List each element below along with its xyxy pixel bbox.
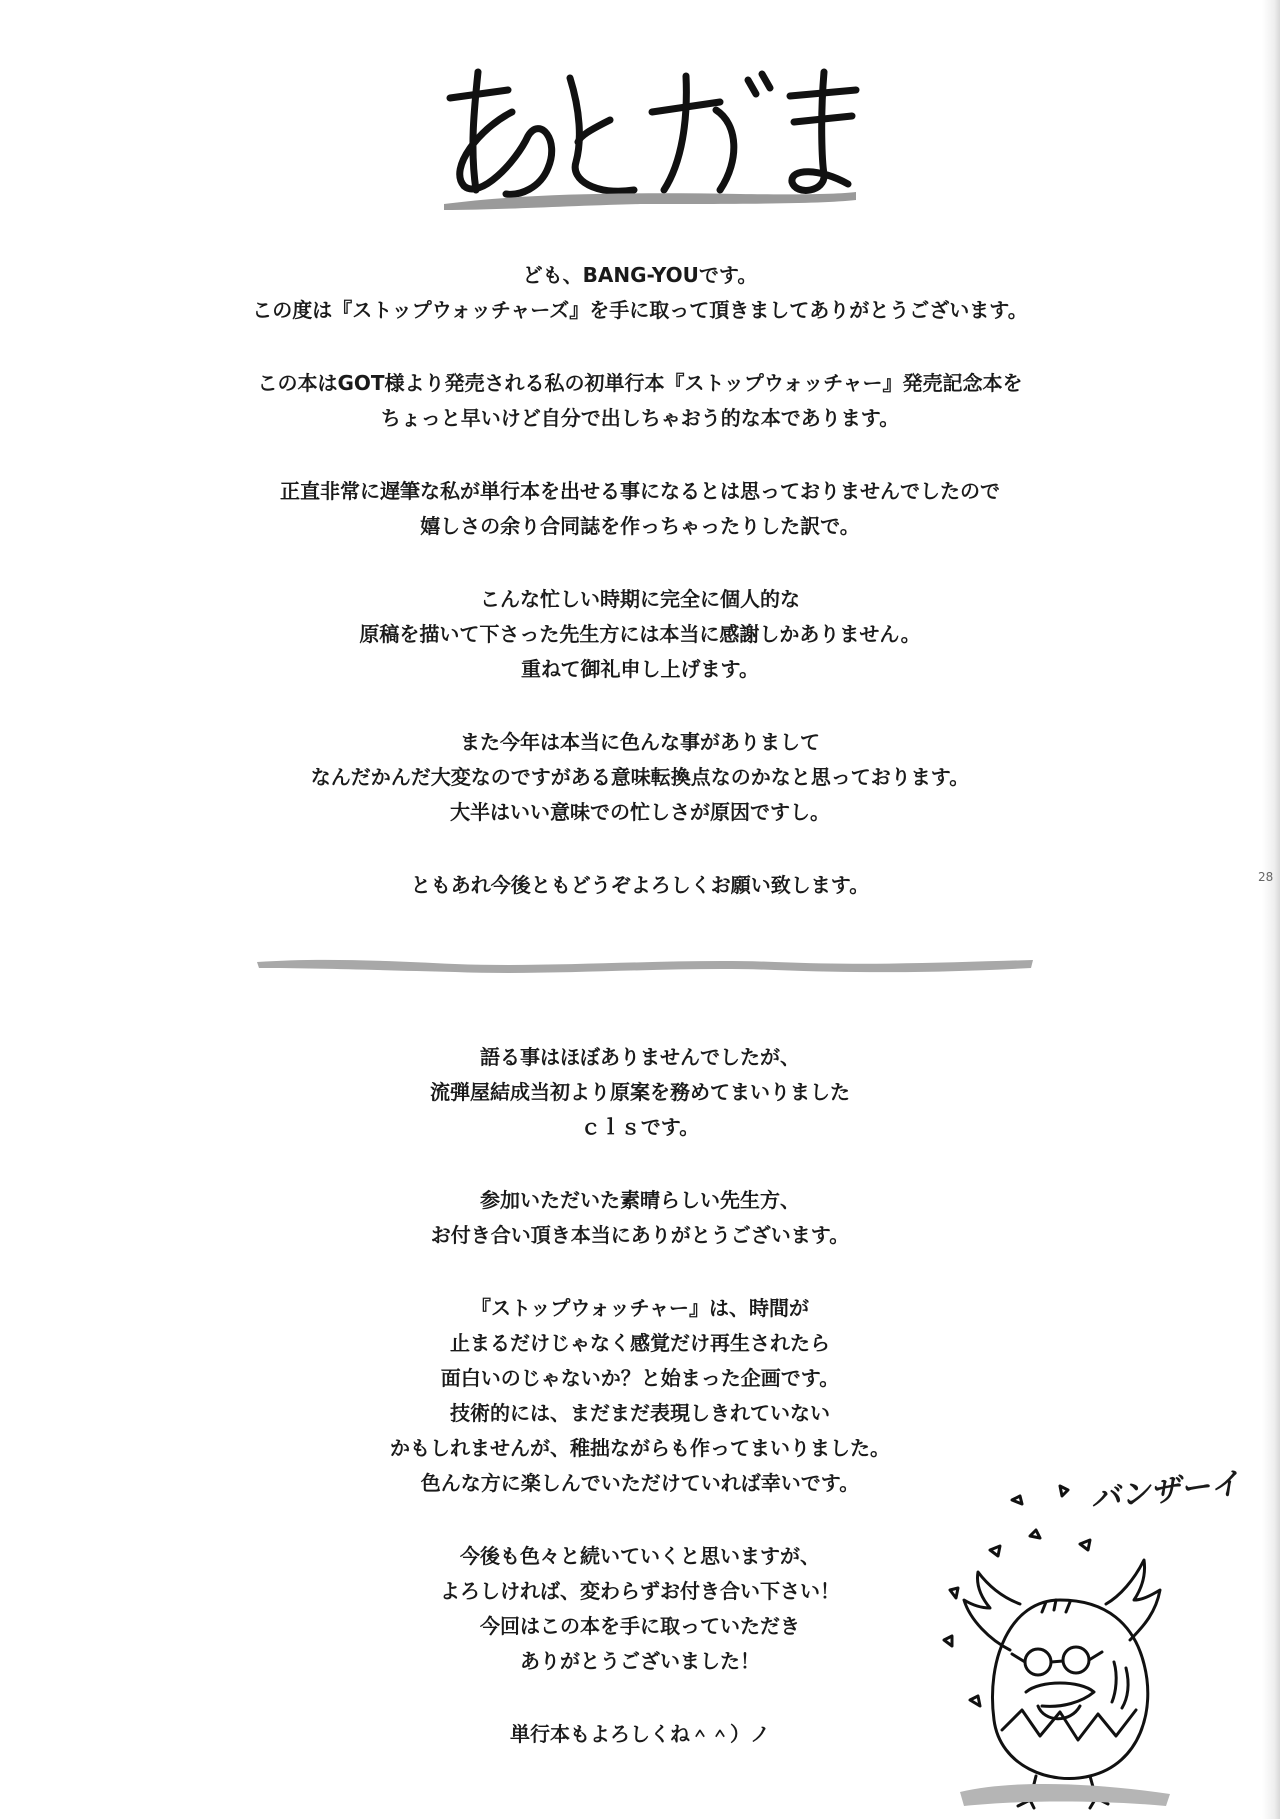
text-line: 語る事はほぼありませんでしたが、	[480, 1045, 800, 1069]
afterword-bang-you	[180, 258, 1100, 941]
text-line: ちょっと早いけど自分で出しちゃおう的な本であります。	[380, 406, 900, 430]
text-line: なんだかんだ大変なのですがある意味転換点なのかなと思っております。	[310, 765, 970, 789]
paragraph	[180, 1040, 1100, 1145]
text-line: 単行本もよろしくね＾＾）ノ	[510, 1722, 770, 1746]
paragraph	[180, 474, 1100, 544]
page-number: 28	[1258, 870, 1274, 884]
text-line: 流弾屋結成当初より原案を務めてまいりました	[430, 1080, 850, 1104]
text-line: 止まるだけじゃなく感覚だけ再生されたら	[450, 1331, 830, 1355]
paragraph	[180, 1183, 1100, 1253]
text-line: 面白いのじゃないか？と始まった企画です。	[440, 1366, 840, 1390]
text-line: この本はGOT様より発売される私の初単行本『ストップウォッチャー』発売記念本を	[257, 371, 1023, 395]
text-line: 正直非常に遅筆な私が単行本を出せる事になるとは思っておりませんでしたので	[280, 479, 1000, 503]
text-line: 原稿を描いて下さった先生方には本当に感謝しかありません。	[359, 622, 921, 646]
title-underline-stroke	[440, 186, 860, 212]
text-line: 今後も色々と続いていくと思いますが、	[460, 1544, 820, 1568]
text-line: 重ねて御礼申し上げます。	[521, 657, 759, 681]
text-line: 『ストップウォッチャー』は、時間が	[471, 1296, 809, 1320]
text-line: ども、BANG-YOUです。	[522, 263, 758, 287]
text-line: よろしければ、変わらずお付き合い下さい！	[440, 1579, 840, 1603]
text-line: 嬉しさの余り合同誌を作っちゃったりした訳で。	[420, 514, 860, 538]
sound-effect-text: バンザーイ	[1088, 1466, 1242, 1517]
text-line: この度は『ストップウォッチャーズ』を手に取って頂きましてありがとうございます。	[252, 298, 1028, 322]
paragraph	[180, 725, 1100, 830]
paragraph	[180, 868, 1100, 903]
text-line: また今年は本当に色んな事がありまして	[460, 730, 820, 754]
text-line: 色んな方に楽しんでいただけていれば幸いです。	[420, 1471, 860, 1495]
paragraph	[180, 582, 1100, 687]
text-line: お付き合い頂き本当にありがとうございます。	[430, 1223, 850, 1247]
brush-divider	[255, 952, 1035, 978]
text-line: 大半はいい意味での忙しさが原因ですし。	[450, 800, 830, 824]
text-line: ありがとうございました！	[520, 1649, 760, 1673]
text-line: 今回はこの本を手に取っていただき	[480, 1614, 800, 1638]
paragraph	[180, 258, 1100, 328]
text-line: 技術的には、まだまだ表現しきれていない	[450, 1401, 830, 1425]
paragraph	[180, 366, 1100, 436]
text-line: 参加いただいた素晴らしい先生方、	[480, 1188, 800, 1212]
text-line: ともあれ今後ともどうぞよろしくお願い致します。	[410, 873, 870, 897]
text-line: こんな忙しい時期に完全に個人的な	[480, 587, 800, 611]
text-line: ｃｌｓです。	[580, 1115, 700, 1139]
text-line: かもしれませんが、稚拙ながらも作ってまいりました。	[390, 1436, 890, 1460]
